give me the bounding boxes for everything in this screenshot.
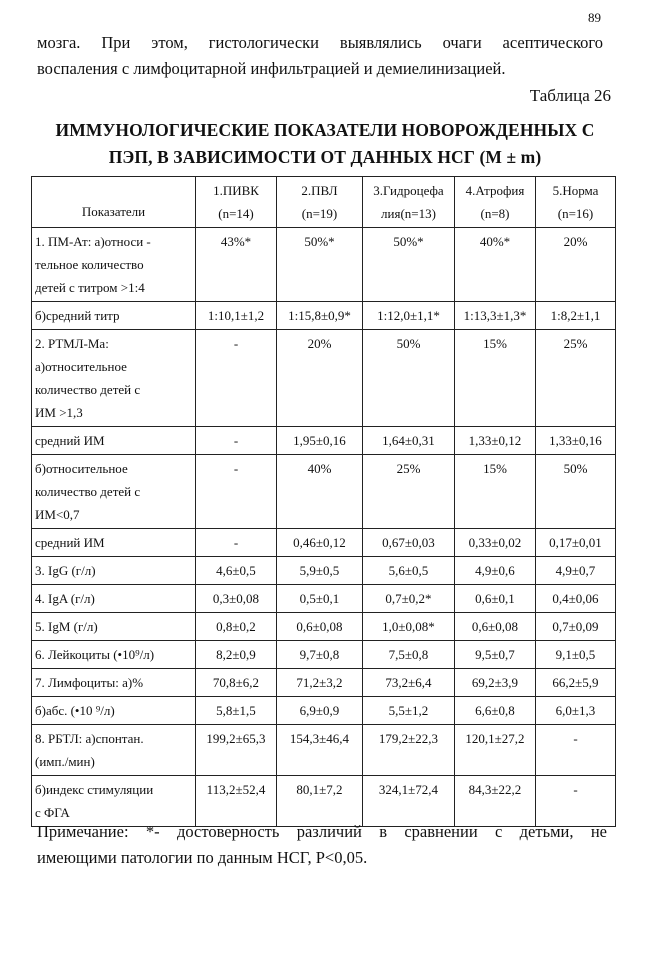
column-n: (n=14): [218, 206, 254, 221]
column-header: [455, 177, 536, 228]
table-cell: 0,3±0,08: [196, 585, 277, 613]
table-cell: 50%*: [363, 228, 455, 302]
table-row: [32, 585, 616, 613]
table-cell: 199,2±65,3: [196, 725, 277, 776]
column-n: (n=19): [301, 206, 338, 221]
table-cell: 324,1±72,4: [363, 776, 455, 827]
table-note: [37, 819, 607, 871]
table-row: [32, 697, 616, 725]
row-label-line: (имп./мин): [35, 754, 95, 769]
table-cell: 1:12,0±1,1*: [363, 302, 455, 330]
table-cell: 5,8±1,5: [196, 697, 277, 725]
table-cell: 7,5±0,8: [363, 641, 455, 669]
body-paragraph: [37, 30, 603, 82]
header-label: Показатели: [32, 177, 196, 228]
table-row: [32, 455, 616, 529]
table-cell: 1:10,1±1,2: [196, 302, 277, 330]
table-cell: 71,2±3,2: [277, 669, 363, 697]
column-header: [536, 177, 616, 228]
table-cell: 8,2±0,9: [196, 641, 277, 669]
table-cell: 15%: [455, 330, 536, 427]
table-header-row: [32, 177, 616, 228]
row-label-line: детей с титром >1:4: [35, 280, 145, 295]
table-cell: -: [196, 529, 277, 557]
row-label-line: средний ИМ: [35, 535, 105, 550]
row-label: [32, 228, 196, 302]
table-cell: 66,2±5,9: [536, 669, 616, 697]
row-label-line: количество детей с: [35, 382, 141, 397]
table-cell: -: [196, 330, 277, 427]
column-name: 1.ПИВК: [213, 183, 259, 198]
table-row: [32, 529, 616, 557]
column-n: (n=16): [557, 206, 594, 221]
table-cell: 0,17±0,01: [536, 529, 616, 557]
table-cell: 0,4±0,06: [536, 585, 616, 613]
table-cell: 1,33±0,12: [455, 427, 536, 455]
table-cell: 1:15,8±0,9*: [277, 302, 363, 330]
table-cell: 1,64±0,31: [363, 427, 455, 455]
row-label: [32, 641, 196, 669]
row-label-line: 8. РБТЛ: а)спонтан.: [35, 731, 144, 746]
column-name: 5.Норма: [552, 183, 599, 198]
table-cell: 120,1±27,2: [455, 725, 536, 776]
row-label-line: а)относительное: [35, 359, 127, 374]
table-title: [20, 117, 630, 171]
table-cell: 40%*: [455, 228, 536, 302]
row-label: [32, 557, 196, 585]
row-label-line: средний ИМ: [35, 433, 105, 448]
table-row: [32, 669, 616, 697]
row-label: [32, 427, 196, 455]
table-row: [32, 557, 616, 585]
row-label: [32, 585, 196, 613]
column-header: [363, 177, 455, 228]
table-row: [32, 427, 616, 455]
row-label: [32, 302, 196, 330]
table-cell: 15%: [455, 455, 536, 529]
row-label: [32, 669, 196, 697]
column-name: 2.ПВЛ: [301, 183, 338, 198]
column-header: [277, 177, 363, 228]
table-cell: 6,0±1,3: [536, 697, 616, 725]
table-row: [32, 641, 616, 669]
row-label-line: 2. РТМЛ-Ма:: [35, 336, 109, 351]
table-cell: 5,9±0,5: [277, 557, 363, 585]
table-cell: -: [196, 455, 277, 529]
row-label-line: б)средний титр: [35, 308, 120, 323]
row-label-line: ИМ >1,3: [35, 405, 83, 420]
table-cell: 50%*: [277, 228, 363, 302]
column-header: [196, 177, 277, 228]
table-cell: 25%: [363, 455, 455, 529]
table-row: [32, 330, 616, 427]
row-label-line: 4. IgA (г/л): [35, 591, 95, 606]
table-cell: 20%: [277, 330, 363, 427]
table-cell: 25%: [536, 330, 616, 427]
table-row: [32, 613, 616, 641]
table-cell: 0,7±0,2*: [363, 585, 455, 613]
table-cell: 84,3±22,2: [455, 776, 536, 827]
table-cell: 9,1±0,5: [536, 641, 616, 669]
table-cell: 80,1±7,2: [277, 776, 363, 827]
column-name: 3.Гидроцефа: [373, 183, 444, 198]
table-cell: 6,9±0,9: [277, 697, 363, 725]
row-label: [32, 697, 196, 725]
row-label-line: ИМ<0,7: [35, 507, 80, 522]
row-label-line: 3. IgG (г/л): [35, 563, 96, 578]
row-label-line: 1. ПМ-Ат: а)относи -: [35, 234, 151, 249]
row-label: [32, 529, 196, 557]
table-cell: 40%: [277, 455, 363, 529]
table-title-line: ПЭП, В ЗАВИСИМОСТИ ОТ ДАННЫХ НСГ (M ± m): [108, 147, 542, 167]
table-cell: 50%: [363, 330, 455, 427]
table-cell: -: [536, 776, 616, 827]
paragraph-line: мозга. При этом, гистологически выявлялись очаги асептического: [37, 33, 603, 52]
table-cell: -: [536, 725, 616, 776]
table-cell: 50%: [536, 455, 616, 529]
row-label-line: б)индекс стимуляции: [35, 782, 154, 797]
immunology-table: [31, 176, 616, 827]
row-label-line: количество детей с: [35, 484, 141, 499]
row-label-line: 6. Лейкоциты (•10⁹/л): [35, 647, 155, 662]
row-label-line: 5. IgM (г/л): [35, 619, 98, 634]
table-cell: 1:8,2±1,1: [536, 302, 616, 330]
table-cell: 4,6±0,5: [196, 557, 277, 585]
row-label: [32, 455, 196, 529]
row-label: [32, 613, 196, 641]
table-cell: 73,2±6,4: [363, 669, 455, 697]
row-label-line: б)относительное: [35, 461, 128, 476]
table-cell: 0,46±0,12: [277, 529, 363, 557]
table-title-line: ИММУНОЛОГИЧЕСКИЕ ПОКАЗАТЕЛИ НОВОРОЖДЕННЫХ С: [55, 120, 595, 140]
table-cell: 20%: [536, 228, 616, 302]
table-cell: 1,0±0,08*: [363, 613, 455, 641]
column-name: 4.Атрофия: [465, 183, 525, 198]
table-cell: 0,33±0,02: [455, 529, 536, 557]
table-cell: 70,8±6,2: [196, 669, 277, 697]
table-row: [32, 302, 616, 330]
table-cell: 0,8±0,2: [196, 613, 277, 641]
table-cell: 9,7±0,8: [277, 641, 363, 669]
row-label-line: 7. Лимфоциты: а)%: [35, 675, 144, 690]
row-label: [32, 725, 196, 776]
table-cell: 0,67±0,03: [363, 529, 455, 557]
table-cell: 0,7±0,09: [536, 613, 616, 641]
table-row: [32, 228, 616, 302]
table-cell: 1,33±0,16: [536, 427, 616, 455]
table-cell: 179,2±22,3: [363, 725, 455, 776]
table-cell: 0,5±0,1: [277, 585, 363, 613]
table-cell: 5,6±0,5: [363, 557, 455, 585]
table-cell: 1,95±0,16: [277, 427, 363, 455]
table-cell: 9,5±0,7: [455, 641, 536, 669]
table-cell: 43%*: [196, 228, 277, 302]
table-cell: 4,9±0,7: [536, 557, 616, 585]
table-cell: 69,2±3,9: [455, 669, 536, 697]
table-cell: 0,6±0,1: [455, 585, 536, 613]
note-line: Примечание: *- достоверность различий в сравнении с детьми, не: [37, 822, 607, 841]
table-cell: 154,3±46,4: [277, 725, 363, 776]
table-cell: 6,6±0,8: [455, 697, 536, 725]
table-cell: 0,6±0,08: [455, 613, 536, 641]
table-cell: 1:13,3±1,3*: [455, 302, 536, 330]
table-cell: 5,5±1,2: [363, 697, 455, 725]
page-number: 89: [588, 10, 601, 25]
row-label-line: тельное количество: [35, 257, 144, 272]
row-label-line: с ФГА: [35, 805, 70, 820]
column-n: лия(n=13): [381, 206, 436, 221]
table-caption: Таблица 26: [529, 86, 611, 105]
paragraph-line: воспаления с лимфоцитарной инфильтрацией и демиелинизацией.: [37, 59, 506, 78]
column-n: (n=8): [480, 206, 510, 221]
table-cell: 113,2±52,4: [196, 776, 277, 827]
table-cell: 0,6±0,08: [277, 613, 363, 641]
row-label: [32, 330, 196, 427]
note-line: имеющими патологии по данным НСГ, P<0,05.: [37, 848, 368, 867]
table-cell: -: [196, 427, 277, 455]
table-row: [32, 725, 616, 776]
table-cell: 4,9±0,6: [455, 557, 536, 585]
row-label-line: б)абс. (•10 ⁹/л): [35, 703, 115, 718]
